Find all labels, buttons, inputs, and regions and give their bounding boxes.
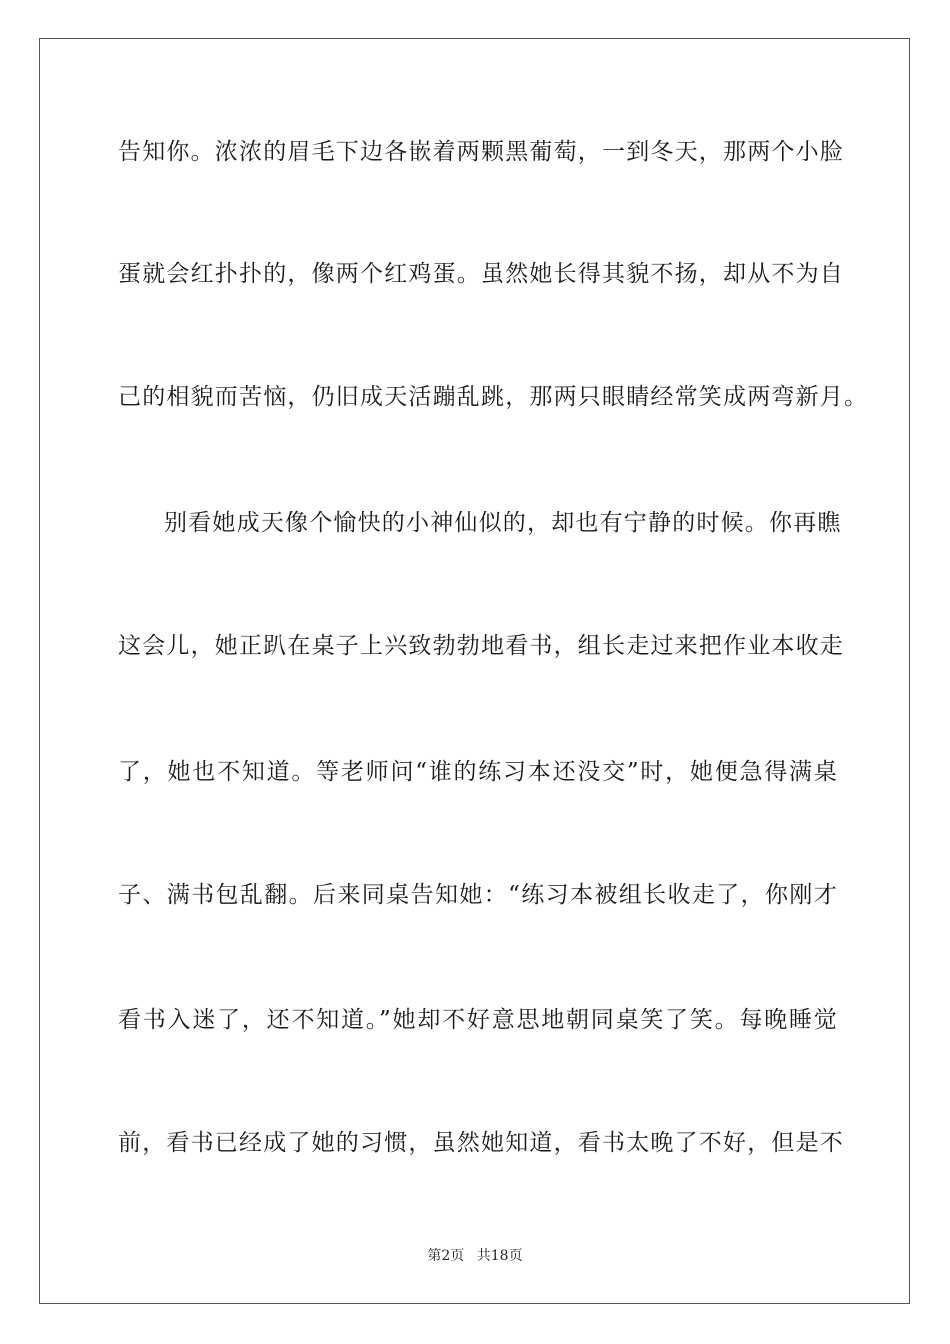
paragraph-line-5: 这会儿，她正趴在桌子上兴致勃勃地看书，组长走过来把作业本收走: [118, 633, 844, 659]
paragraph-line-2: 蛋就会红扑扑的，像两个红鸡蛋。虽然她长得其貌不扬，却从不为自: [118, 261, 844, 287]
paragraph-line-3: 己的相貌而苦恼，仍旧成天活蹦乱跳，那两只眼睛经常笑成两弯新月。: [118, 384, 869, 410]
page-number: 第2页: [427, 1248, 465, 1264]
paragraph-line-1: 告知你。浓浓的眉毛下边各嵌着两颗黑葡萄，一到冬天，那两个小脸: [118, 139, 844, 165]
paragraph-line-7: 子、满书包乱翻。后来同桌告知她：“练习本被组长收走了，你刚才: [118, 882, 838, 908]
paragraph-line-8: 看书入迷了，还不知道。”她却不好意思地朝同桌笑了笑。每晚睡觉: [118, 1007, 838, 1033]
paragraph-line-6: 了，她也不知道。等老师问“谁的练习本还没交”时，她便急得满桌: [118, 759, 838, 785]
paragraph-line-4: 别看她成天像个愉快的小神仙似的，却也有宁静的时候。你再瞧: [164, 510, 842, 536]
paragraph-line-9: 前，看书已经成了她的习惯，虽然她知道，看书太晚了不好，但是不: [118, 1130, 844, 1156]
page-footer: [0, 1247, 950, 1265]
page-border: [39, 38, 910, 1304]
page-total: 共18页: [476, 1248, 523, 1264]
